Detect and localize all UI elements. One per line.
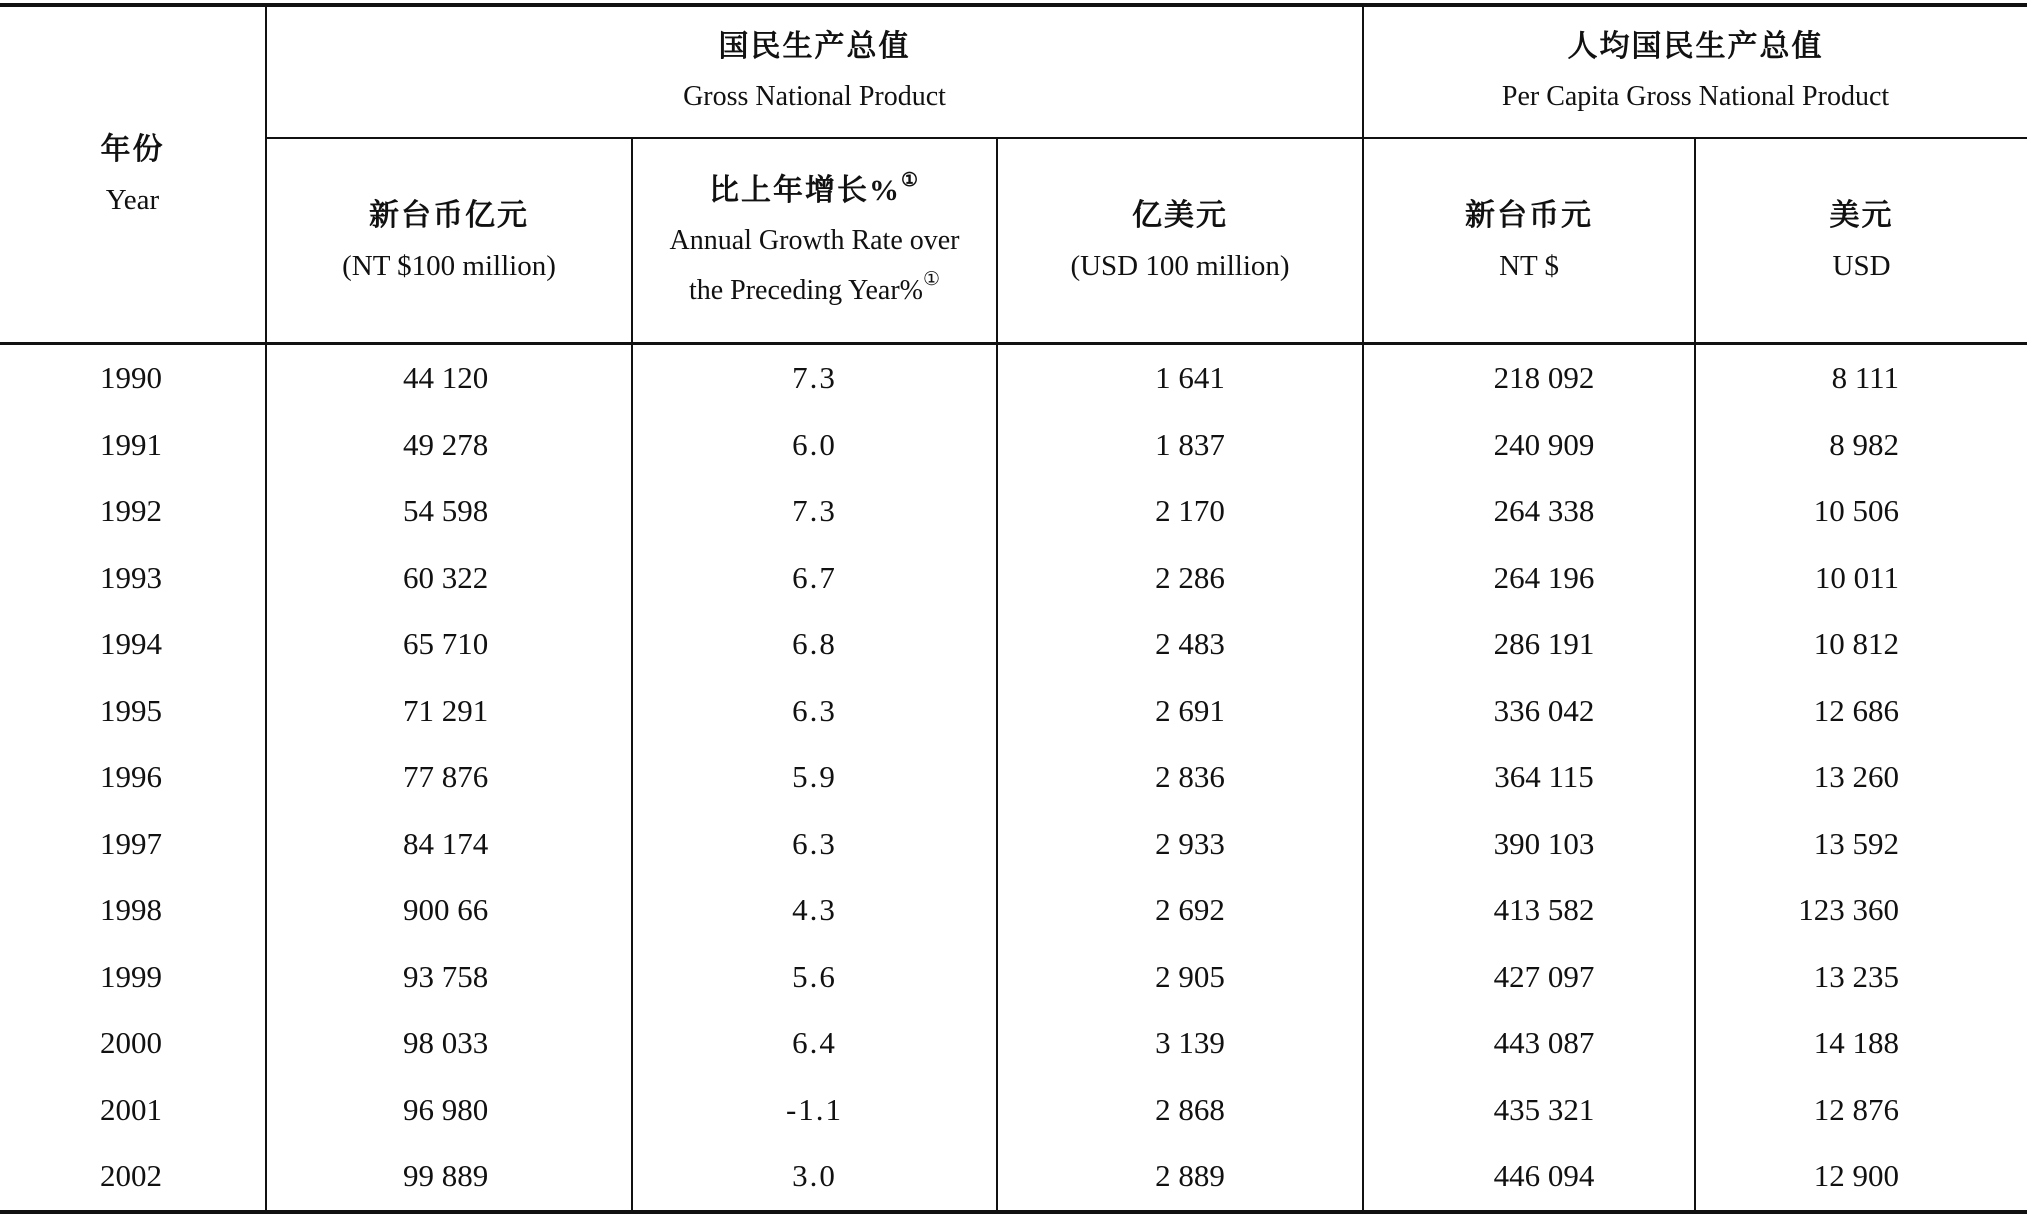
growth-header-zh	[633, 166, 996, 216]
gnp-usd-cell: 2 905	[997, 944, 1363, 1011]
gnp-usd-cell: 2 483	[997, 611, 1363, 678]
per-capita-header-zh: 人均国民生产总值	[1567, 30, 1824, 63]
growth-header-en-line2: the Preceding Year%	[688, 274, 923, 306]
table-row	[0, 412, 2027, 479]
pc-nt-cell: 286 191	[1363, 611, 1695, 678]
pc-nt-cell: 336 042	[1363, 678, 1695, 745]
pc-usd-column-header	[1695, 138, 2027, 344]
year-cell: 1999	[0, 944, 266, 1011]
per-capita-header-en: Per Capita Gross National Product	[1501, 81, 1890, 112]
gnp-nt-header-zh: 新台币亿元	[369, 198, 529, 232]
pc-usd-cell: 12 900	[1695, 1143, 2027, 1212]
gnp-nt-cell: 900 66	[266, 877, 632, 944]
growth-cell: -1.1	[632, 1077, 997, 1144]
gnp-nt-cell: 44 120	[266, 344, 632, 412]
growth-cell: 6.7	[632, 545, 997, 612]
pc-usd-cell: 10 011	[1814, 559, 1900, 595]
gnp-nt-cell: 84 174	[266, 811, 632, 878]
growth-cell: 5.6	[632, 944, 997, 1011]
growth-header-en-line2-wrap	[633, 266, 996, 316]
growth-header-en-line1: Annual Growth Rate over	[669, 224, 960, 256]
pc-usd-cell: 13 235	[1813, 958, 1900, 994]
gnp-header-en: Gross National Product	[683, 81, 946, 112]
table-row	[0, 944, 2027, 1011]
table-header	[0, 5, 2027, 344]
growth-cell: 7.3	[632, 478, 997, 545]
pc-nt-cell: 413 582	[1363, 877, 1695, 944]
pc-nt-cell: 364 115	[1363, 744, 1695, 811]
year-cell: 1992	[0, 478, 266, 545]
gnp-table	[0, 3, 2027, 1214]
year-cell: 1993	[0, 545, 266, 612]
pc-nt-cell: 427 097	[1363, 944, 1695, 1011]
table-row	[0, 678, 2027, 745]
gnp-nt-cell: 65 710	[266, 611, 632, 678]
year-header-zh: 年份	[100, 132, 165, 166]
pc-usd-cell: 13 260	[1813, 759, 1900, 795]
table-row	[0, 344, 2027, 412]
table-row	[0, 1010, 2027, 1077]
pc-nt-cell: 264 196	[1363, 545, 1695, 612]
gnp-usd-cell: 2 933	[997, 811, 1363, 878]
gnp-nt-header-en: (NT $100 million)	[342, 249, 556, 282]
table-row	[0, 611, 2027, 678]
pc-usd-cell: 12 686	[1813, 692, 1900, 728]
year-header-en: Year	[105, 183, 160, 216]
gnp-nt-cell: 49 278	[266, 412, 632, 479]
year-cell: 2002	[0, 1143, 266, 1212]
pc-usd-cell: 8 982	[1829, 426, 1900, 462]
pc-nt-cell: 443 087	[1363, 1010, 1695, 1077]
growth-cell: 4.3	[632, 877, 997, 944]
pc-nt-cell: 218 092	[1363, 344, 1695, 412]
table-body	[0, 344, 2027, 1212]
table-row	[0, 1143, 2027, 1212]
gnp-header-zh: 国民生产总值	[718, 30, 911, 63]
growth-cell: 3.0	[632, 1143, 997, 1212]
gnp-usd-cell: 2 286	[997, 545, 1363, 612]
year-cell: 1997	[0, 811, 266, 878]
growth-cell: 6.0	[632, 412, 997, 479]
table-row	[0, 545, 2027, 612]
pc-usd-header-en: USD	[1832, 249, 1891, 282]
pc-usd-cell: 123 360	[1798, 892, 1900, 928]
pc-nt-cell: 446 094	[1363, 1143, 1695, 1212]
year-cell: 1991	[0, 412, 266, 479]
per-capita-group-header	[1363, 5, 2027, 138]
gnp-nt-column-header	[266, 138, 632, 344]
pc-nt-column-header	[1363, 138, 1695, 344]
growth-cell: 5.9	[632, 744, 997, 811]
year-column-header	[0, 5, 266, 344]
gnp-nt-cell: 71 291	[266, 678, 632, 745]
table-row	[0, 877, 2027, 944]
table-row	[0, 744, 2027, 811]
footnote-marker: ①	[900, 169, 921, 191]
gnp-usd-cell: 2 889	[997, 1143, 1363, 1212]
gnp-nt-cell: 93 758	[266, 944, 632, 1011]
gnp-usd-column-header	[997, 138, 1363, 344]
gnp-nt-cell: 77 876	[266, 744, 632, 811]
pc-nt-cell: 240 909	[1363, 412, 1695, 479]
gnp-usd-cell: 2 692	[997, 877, 1363, 944]
year-cell: 1996	[0, 744, 266, 811]
pc-nt-cell: 264 338	[1363, 478, 1695, 545]
year-cell: 2000	[0, 1010, 266, 1077]
gnp-nt-cell: 54 598	[266, 478, 632, 545]
gnp-usd-cell: 1 837	[997, 412, 1363, 479]
pc-nt-cell: 390 103	[1363, 811, 1695, 878]
pc-usd-cell: 13 592	[1813, 825, 1900, 861]
year-cell: 1998	[0, 877, 266, 944]
pc-usd-cell: 10 812	[1813, 626, 1900, 662]
pc-nt-header-zh: 新台币元	[1465, 198, 1594, 232]
year-cell: 1994	[0, 611, 266, 678]
gnp-usd-header-zh: 亿美元	[1132, 198, 1228, 232]
gnp-nt-cell: 98 033	[266, 1010, 632, 1077]
growth-column-header	[632, 138, 997, 344]
gnp-usd-cell: 2 868	[997, 1077, 1363, 1144]
gnp-nt-cell: 99 889	[266, 1143, 632, 1212]
pc-usd-cell: 14 188	[1813, 1025, 1900, 1061]
table-row	[0, 811, 2027, 878]
gnp-nt-cell: 60 322	[266, 545, 632, 612]
gnp-usd-cell: 2 836	[997, 744, 1363, 811]
pc-usd-cell: 8 111	[1831, 360, 1900, 396]
gnp-usd-header-en: (USD 100 million)	[1070, 249, 1290, 282]
growth-cell: 6.3	[632, 678, 997, 745]
pc-usd-header-zh: 美元	[1829, 198, 1894, 232]
footnote-marker-en: ①	[923, 268, 941, 290]
year-cell: 1995	[0, 678, 266, 745]
gnp-usd-cell: 3 139	[997, 1010, 1363, 1077]
gnp-nt-cell: 96 980	[266, 1077, 632, 1144]
growth-header-zh-text: 比上年增长%	[708, 173, 901, 207]
gnp-group-header	[266, 5, 1363, 138]
growth-cell: 6.3	[632, 811, 997, 878]
pc-nt-cell: 435 321	[1363, 1077, 1695, 1144]
table-row	[0, 478, 2027, 545]
growth-cell: 7.3	[632, 344, 997, 412]
growth-cell: 6.4	[632, 1010, 997, 1077]
pc-usd-cell: 10 506	[1813, 493, 1900, 529]
gnp-usd-cell: 1 641	[997, 344, 1363, 412]
pc-nt-header-en: NT $	[1499, 249, 1559, 282]
pc-usd-cell: 12 876	[1813, 1091, 1900, 1127]
year-cell: 1990	[0, 344, 266, 412]
year-cell: 2001	[0, 1077, 266, 1144]
gnp-usd-cell: 2 691	[997, 678, 1363, 745]
table-row	[0, 1077, 2027, 1144]
gnp-usd-cell: 2 170	[997, 478, 1363, 545]
growth-cell: 6.8	[632, 611, 997, 678]
